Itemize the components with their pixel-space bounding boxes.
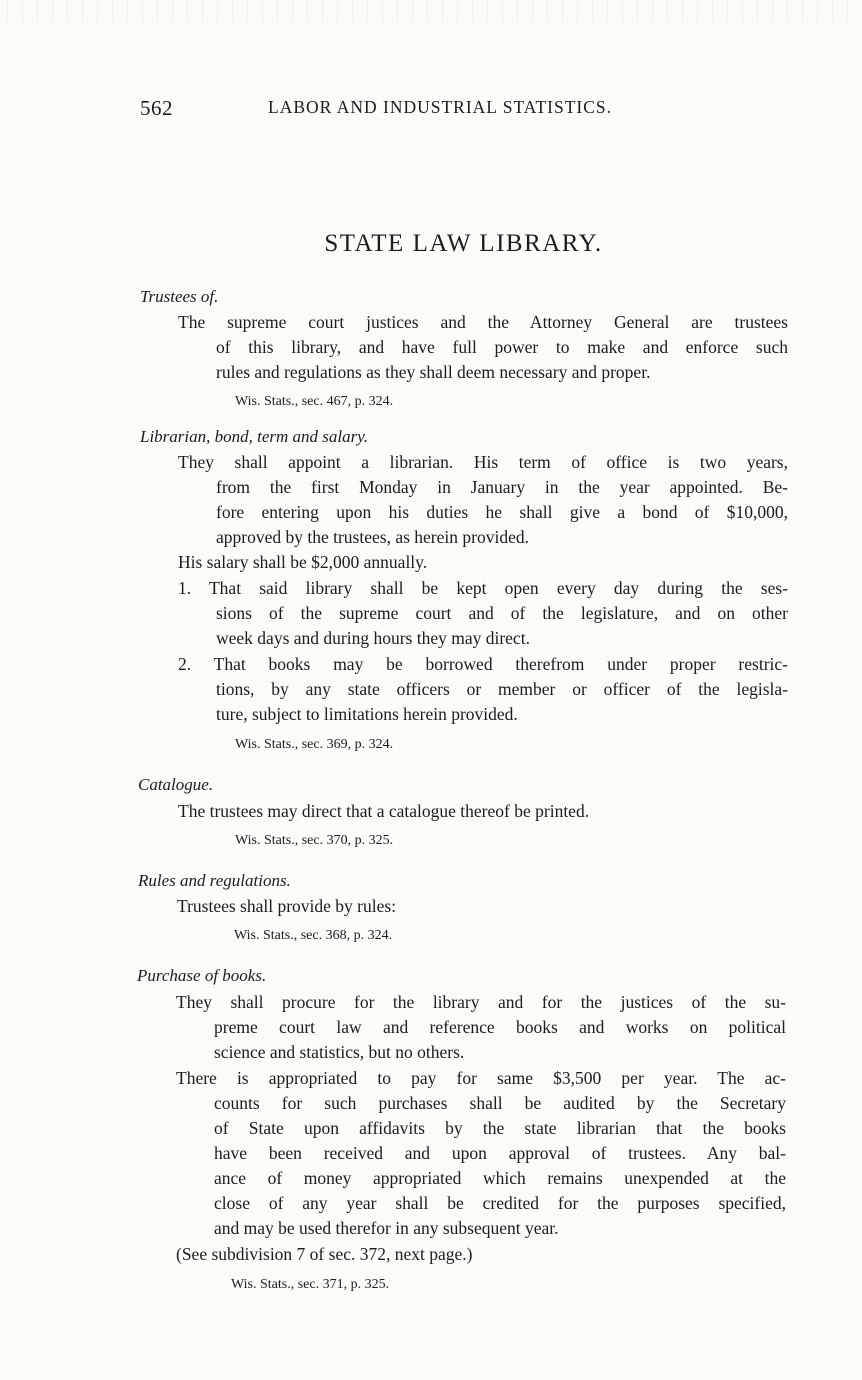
rules-line-1: Trustees shall provide by rules:: [177, 896, 397, 916]
purchase-line-8: ance of money appropriated which remains unexpended at the: [214, 1168, 786, 1188]
citation-catalogue: Wis. Stats., sec. 370, p. 325.: [235, 833, 394, 848]
purchase-line-7: have been received and upon approval of trustees. Any bal-: [214, 1143, 786, 1163]
purchase-line-11: (See subdivision 7 of sec. 372, next page.): [176, 1244, 473, 1264]
heading-rules: Rules and regulations.: [138, 871, 291, 890]
trustees-line-3: rules and regulations as they shall deem necessary and proper.: [216, 362, 651, 382]
trustees-line-2: of this library, and have full power to make and enforce such: [216, 337, 788, 357]
librarian-line-1: They shall appoint a librarian. His term of office is two years,: [178, 452, 788, 472]
citation-rules: Wis. Stats., sec. 368, p. 324.: [234, 928, 393, 943]
purchase-line-6: of State upon affidavits by the state librarian that the books: [214, 1118, 786, 1138]
heading-purchase: Purchase of books.: [137, 966, 267, 985]
librarian-line-5: His salary shall be $2,000 annually.: [178, 552, 428, 572]
librarian-line-3: fore entering upon his duties he shall give a bond of $10,000,: [216, 502, 788, 522]
librarian-line-7: sions of the supreme court and of the legislature, and on other: [216, 603, 788, 623]
running-title: LABOR AND INDUSTRIAL STATISTICS.: [268, 97, 612, 117]
librarian-line-10: tions, by any state officers or member or officer of the legisla-: [216, 679, 788, 699]
librarian-line-6: 1. That said library shall be kept open every day during the ses-: [178, 578, 788, 598]
librarian-line-11: ture, subject to limitations herein provided.: [216, 704, 518, 724]
librarian-line-4: approved by the trustees, as herein provided.: [216, 527, 529, 547]
citation-librarian: Wis. Stats., sec. 369, p. 324.: [235, 737, 394, 752]
purchase-line-1: They shall procure for the library and for the justices of the su-: [176, 992, 786, 1012]
purchase-line-3: science and statistics, but no others.: [214, 1042, 465, 1062]
citation-purchase: Wis. Stats., sec. 371, p. 325.: [231, 1277, 390, 1292]
librarian-line-8: week days and during hours they may direct.: [216, 628, 530, 648]
section-title: STATE LAW LIBRARY.: [324, 230, 603, 257]
page-number: 562: [140, 96, 173, 120]
heading-librarian: Librarian, bond, term and salary.: [140, 427, 369, 446]
catalogue-line-1: The trustees may direct that a catalogue thereof be printed.: [178, 801, 590, 821]
librarian-line-2: from the first Monday in January in the year appointed. Be-: [216, 477, 788, 497]
purchase-line-10: and may be used therefor in any subsequent year.: [214, 1218, 559, 1238]
scan-edge-noise: [0, 0, 862, 22]
purchase-line-2: preme court law and reference books and works on political: [214, 1017, 786, 1037]
heading-catalogue: Catalogue.: [138, 775, 214, 794]
librarian-line-9: 2. That books may be borrowed therefrom under proper restric-: [178, 654, 788, 674]
citation-trustees: Wis. Stats., sec. 467, p. 324.: [235, 394, 394, 409]
heading-trustees: Trustees of.: [140, 287, 219, 306]
purchase-line-4: There is appropriated to pay for same $3,500 per year. The ac-: [176, 1068, 786, 1088]
purchase-line-9: close of any year shall be credited for the purposes specified,: [214, 1193, 786, 1213]
purchase-line-5: counts for such purchases shall be audited by the Secretary: [214, 1093, 786, 1113]
trustees-line-1: The supreme court justices and the Attorney General are trustees: [178, 312, 788, 332]
